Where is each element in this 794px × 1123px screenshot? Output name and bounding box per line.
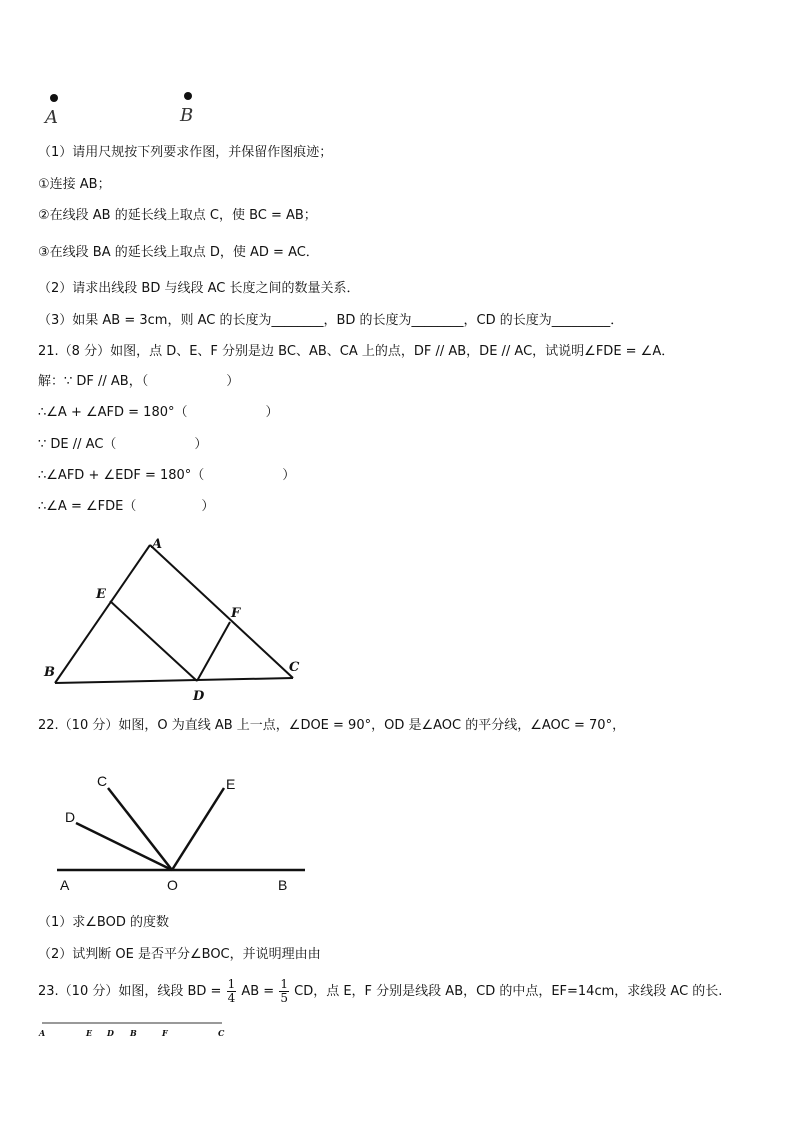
- label-a: A: [60, 877, 70, 893]
- point-b-label: B: [180, 105, 194, 126]
- q20-part1: （1）请用尺规按下列要求作图，并保留作图痕迹；: [38, 145, 333, 160]
- q23-head-b: CD，点 E，F 分别是线段 AB，CD 的中点，EF=14cm，求线段 AC 的长.: [294, 984, 723, 999]
- q23-heading: [38, 974, 722, 1010]
- label-d: D: [107, 1028, 114, 1038]
- fraction-one-fifth: [279, 978, 289, 1005]
- q20-step2: ②在线段 AB 的延长线上取点 C，使 BC = AB；: [38, 208, 317, 223]
- segment-fd: [197, 622, 230, 681]
- q20-part2: （2）请求出线段 BD 与线段 AC 长度之间的数量关系．: [38, 281, 360, 296]
- label-f: F: [231, 606, 241, 621]
- fraction-numerator: 1: [227, 977, 236, 991]
- q23-segment-figure: [36, 1015, 236, 1041]
- q20-part3: （3）如果 AB = 3cm，则 AC 的长度为________，BD 的长度为________，CD 的长度为_________．: [38, 313, 624, 328]
- q22-heading: 22.（10 分）如图，O 为直线 AB 上一点，∠DOE = 90°，OD 是∠AOC 的平分线，∠AOC = 70°，: [38, 718, 626, 733]
- fraction-denominator: 4: [227, 991, 236, 1005]
- segment-ed: [110, 601, 197, 681]
- q20-step3: ③在线段 BA 的延长线上取点 D，使 AD = AC．: [38, 245, 319, 260]
- label-b: B: [130, 1028, 137, 1038]
- side-bc: [55, 678, 293, 683]
- label-e: E: [96, 587, 106, 602]
- q22-angle-figure: [50, 765, 320, 900]
- q21-step5: ∴∠A = ∠FDE（ ）: [38, 499, 215, 514]
- q21-step4: ∴∠AFD + ∠EDF = 180°（ ）: [38, 468, 296, 483]
- side-ab: [55, 545, 150, 683]
- fraction-one-quarter: [227, 978, 237, 1005]
- q23-mid: AB =: [241, 984, 275, 999]
- fraction-denominator: 5: [280, 991, 288, 1005]
- label-d: D: [193, 689, 205, 704]
- label-b: B: [44, 665, 55, 680]
- ray-oe: [172, 788, 224, 870]
- point-b-dot: [184, 92, 192, 100]
- q22-part2: （2）试判断 OE 是否平分∠BOC，并说明理由由: [38, 947, 321, 962]
- label-d: D: [65, 809, 76, 825]
- label-a: A: [39, 1028, 46, 1038]
- point-a-label: A: [45, 107, 58, 128]
- q21-heading: 21.（8 分）如图，点 D、E、F 分别是边 BC、AB、CA 上的点，DF // AB，DE // AC，试说明∠FDE = ∠A．: [38, 344, 675, 359]
- label-e: E: [226, 776, 236, 792]
- q21-step3: ∵ DE // AC（ ）: [38, 437, 208, 452]
- q23-head-a: 23.（10 分）如图，线段 BD =: [38, 984, 222, 999]
- label-e: E: [86, 1028, 93, 1038]
- label-c: C: [97, 773, 108, 789]
- label-b: B: [278, 877, 288, 893]
- q20-step1: ①连接 AB；: [38, 177, 111, 192]
- label-c: C: [218, 1028, 225, 1038]
- q21-step2: ∴∠A + ∠AFD = 180°（ ）: [38, 405, 279, 420]
- top-points-figure: [40, 88, 210, 128]
- label-o: O: [167, 877, 178, 893]
- label-f: F: [162, 1028, 168, 1038]
- label-c: C: [289, 660, 300, 675]
- ray-oc: [108, 788, 172, 870]
- label-a: A: [152, 537, 163, 552]
- q21-step1: 解：∵ DF // AB，（ ）: [38, 374, 240, 389]
- point-a-dot: [50, 94, 58, 102]
- ray-od: [76, 823, 172, 870]
- q21-triangle-figure: [38, 530, 318, 710]
- fraction-numerator: 1: [280, 977, 288, 991]
- q22-part1: （1）求∠BOD 的度数: [38, 915, 169, 930]
